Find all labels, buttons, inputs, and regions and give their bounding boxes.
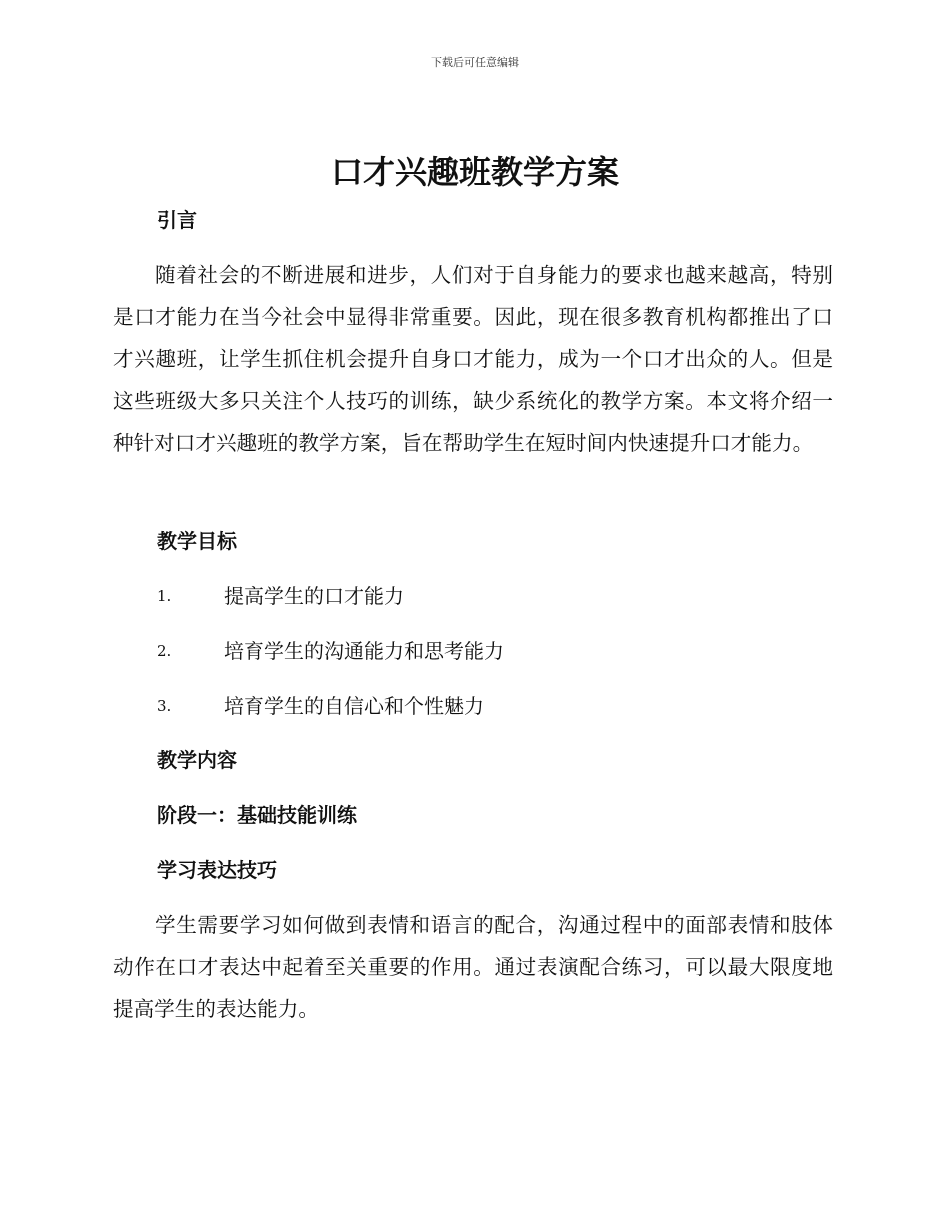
document-title: 口才兴趣班教学方案 — [330, 153, 619, 191]
list-item-number: 1. — [157, 587, 172, 605]
section-heading-goals: 教学目标 — [157, 529, 237, 553]
section-heading-intro: 引言 — [157, 208, 197, 232]
section-heading-content: 教学内容 — [157, 748, 237, 772]
list-item-text: 培育学生的沟通能力和思考能力 — [224, 639, 504, 663]
list-item-text: 提高学生的口才能力 — [224, 584, 404, 608]
subsection-heading-stage1: 阶段一：基础技能训练 — [157, 803, 357, 827]
intro-paragraph: 随着社会的不断进展和进步，人们对于自身能力的要求也越来越高，特别是口才能力在当今社会中显得非常重要。因此，现在很多教育机构都推出了口才兴趣班，让学生抓住机会提升自身口才能力，成为一个口才出众的人。但是这些班级大多只关注个人技巧的训练，缺少系统化的教学方案。本文将介绍一种针对口才兴趣班的教学方案，旨在帮助学生在短时间内快速提升口才能力。 — [113, 263, 833, 455]
subsection-heading-skill: 学习表达技巧 — [157, 858, 277, 882]
header-note: 下载后可任意编辑 — [431, 56, 519, 69]
skill-paragraph: 学生需要学习如何做到表情和语言的配合，沟通过程中的面部表情和肢体动作在口才表达中起着至关重要的作用。通过表演配合练习，可以最大限度地提高学生的表达能力。 — [113, 913, 833, 1021]
list-item-text: 培育学生的自信心和个性魅力 — [224, 694, 484, 718]
list-item-number: 3. — [157, 697, 172, 715]
list-item-number: 2. — [157, 642, 172, 660]
